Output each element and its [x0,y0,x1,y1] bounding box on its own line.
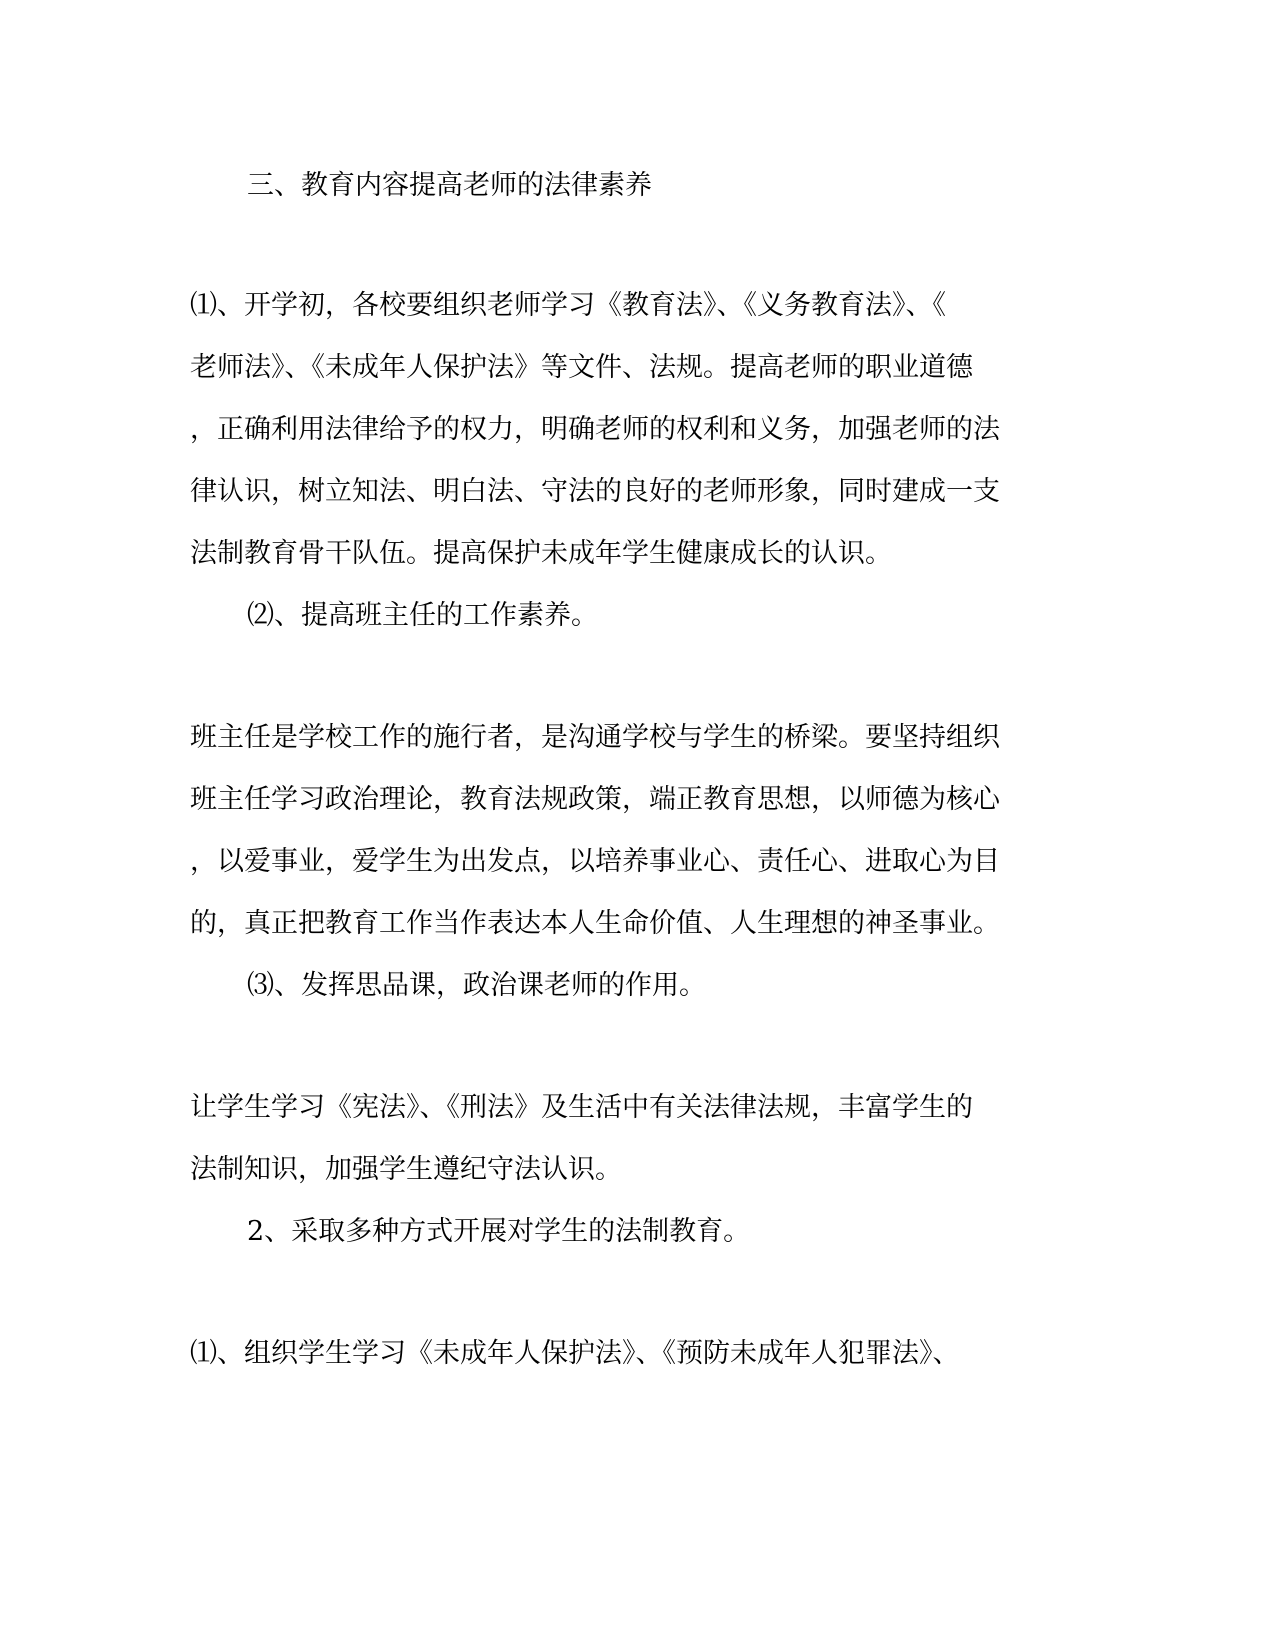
paragraph-line: ，以爱事业，爱学生为出发点，以培养事业心、责任心、进取心为目 [190,846,1000,877]
paragraph-line: 让学生学习《宪法》、《刑法》及生活中有关法律法规，丰富学生的 [190,1092,973,1123]
paragraph-line: 老师法》、《未成年人保护法》等文件、法规。提高老师的职业道德 [190,352,973,383]
subheading: 2、采取多种方式开展对学生的法制教育。 [247,1216,751,1247]
paragraph-line: 法制教育骨干队伍。提高保护未成年学生健康成长的认识。 [190,538,892,569]
paragraph-line: ，正确利用法律给予的权力，明确老师的权利和义务，加强老师的法 [190,414,1000,445]
subheading: ⑵、提高班主任的工作素养。 [247,600,598,631]
paragraph-line: 班主任学习政治理论，教育法规政策，端正教育思想，以师德为核心 [190,784,1000,815]
subheading: ⑶、发挥思品课，政治课老师的作用。 [247,970,706,1001]
paragraph-line: ⑴、组织学生学习《未成年人保护法》、《预防未成年人犯罪法》、 [190,1338,960,1369]
section-heading: 三、教育内容提高老师的法律素养 [247,170,652,201]
paragraph-line: 的，真正把教育工作当作表达本人生命价值、人生理想的神圣事业。 [190,908,1000,939]
paragraph-line: 律认识，树立知法、明白法、守法的良好的老师形象，同时建成一支 [190,476,1000,507]
paragraph-line: ⑴、开学初，各校要组织老师学习《教育法》、《义务教育法》、《 [190,290,946,321]
paragraph-line: 法制知识，加强学生遵纪守法认识。 [190,1154,622,1185]
paragraph-line: 班主任是学校工作的施行者，是沟通学校与学生的桥梁。要坚持组织 [190,722,1000,753]
